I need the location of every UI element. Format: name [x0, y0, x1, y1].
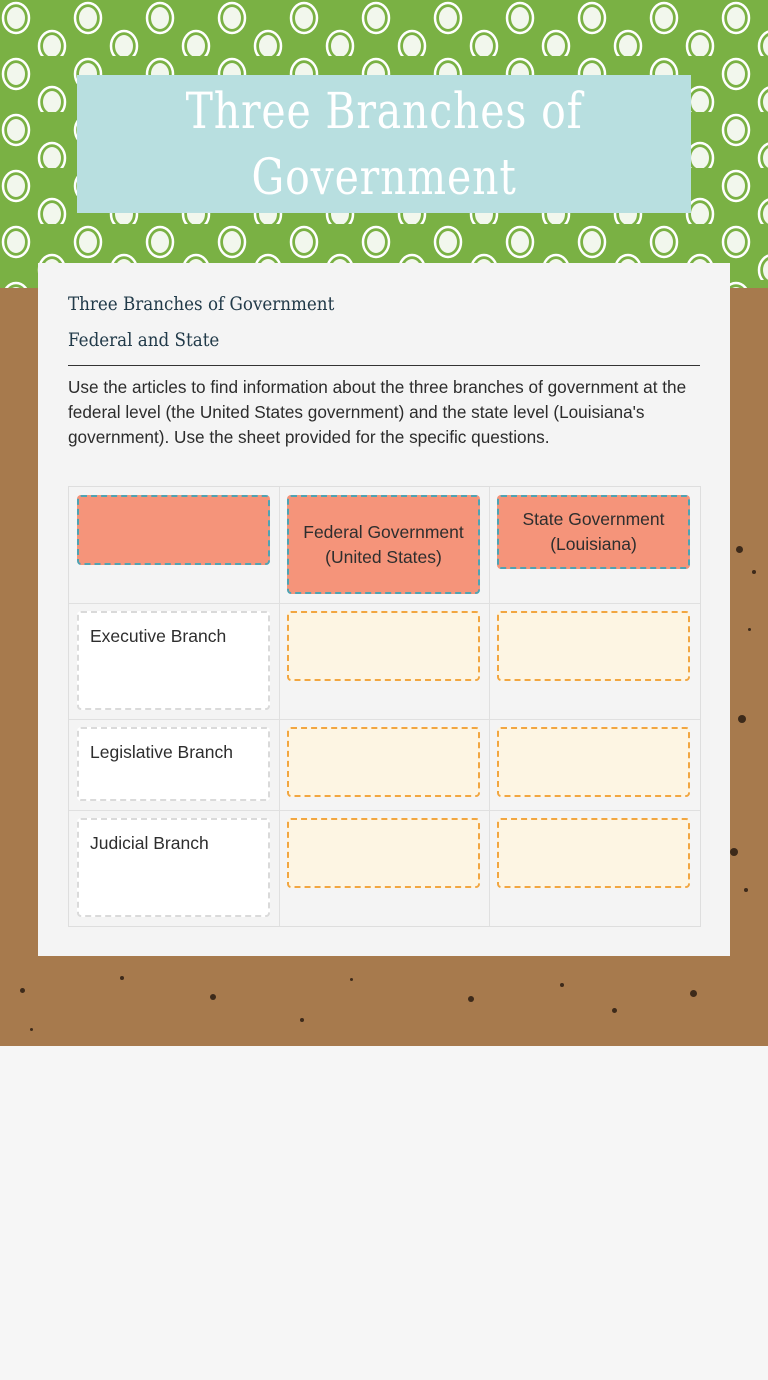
row-divider	[69, 719, 700, 720]
drop-zone-federal-legislative[interactable]	[287, 727, 480, 797]
worksheet-title-box	[77, 75, 691, 213]
worksheet-card	[38, 263, 730, 956]
worksheet-subtitle: Three Branches of Government	[68, 293, 335, 315]
header-cell-state: State Government (Louisiana)	[497, 495, 690, 569]
drop-zone-state-legislative[interactable]	[497, 727, 690, 797]
divider	[68, 365, 700, 366]
worksheet-title	[185, 78, 582, 210]
drop-zone-state-judicial[interactable]	[497, 818, 690, 888]
column-divider	[489, 487, 490, 926]
header-cell-federal: Federal Government (United States)	[287, 495, 480, 594]
drop-zone-state-executive[interactable]	[497, 611, 690, 681]
title-line-1: Three Branches of	[185, 82, 583, 140]
row-label-legislative: Legislative Branch	[77, 727, 270, 801]
row-divider	[69, 810, 700, 811]
instructions-text: Use the articles to find information about the three branches of government at the federal level (the United States government) and the state level (Louisiana's government). Use the sheet provided for the specific questions.	[68, 377, 687, 447]
drop-zone-federal-executive[interactable]	[287, 611, 480, 681]
column-divider	[279, 487, 280, 926]
title-line-2: Government	[251, 148, 517, 206]
row-divider	[69, 603, 700, 604]
row-label-executive: Executive Branch	[77, 611, 270, 710]
drop-zone-federal-judicial[interactable]	[287, 818, 480, 888]
worksheet-subheading: Federal and State	[68, 329, 220, 351]
row-label-judicial: Judicial Branch	[77, 818, 270, 917]
branches-table	[68, 486, 701, 927]
header-cell-blank	[77, 495, 270, 565]
